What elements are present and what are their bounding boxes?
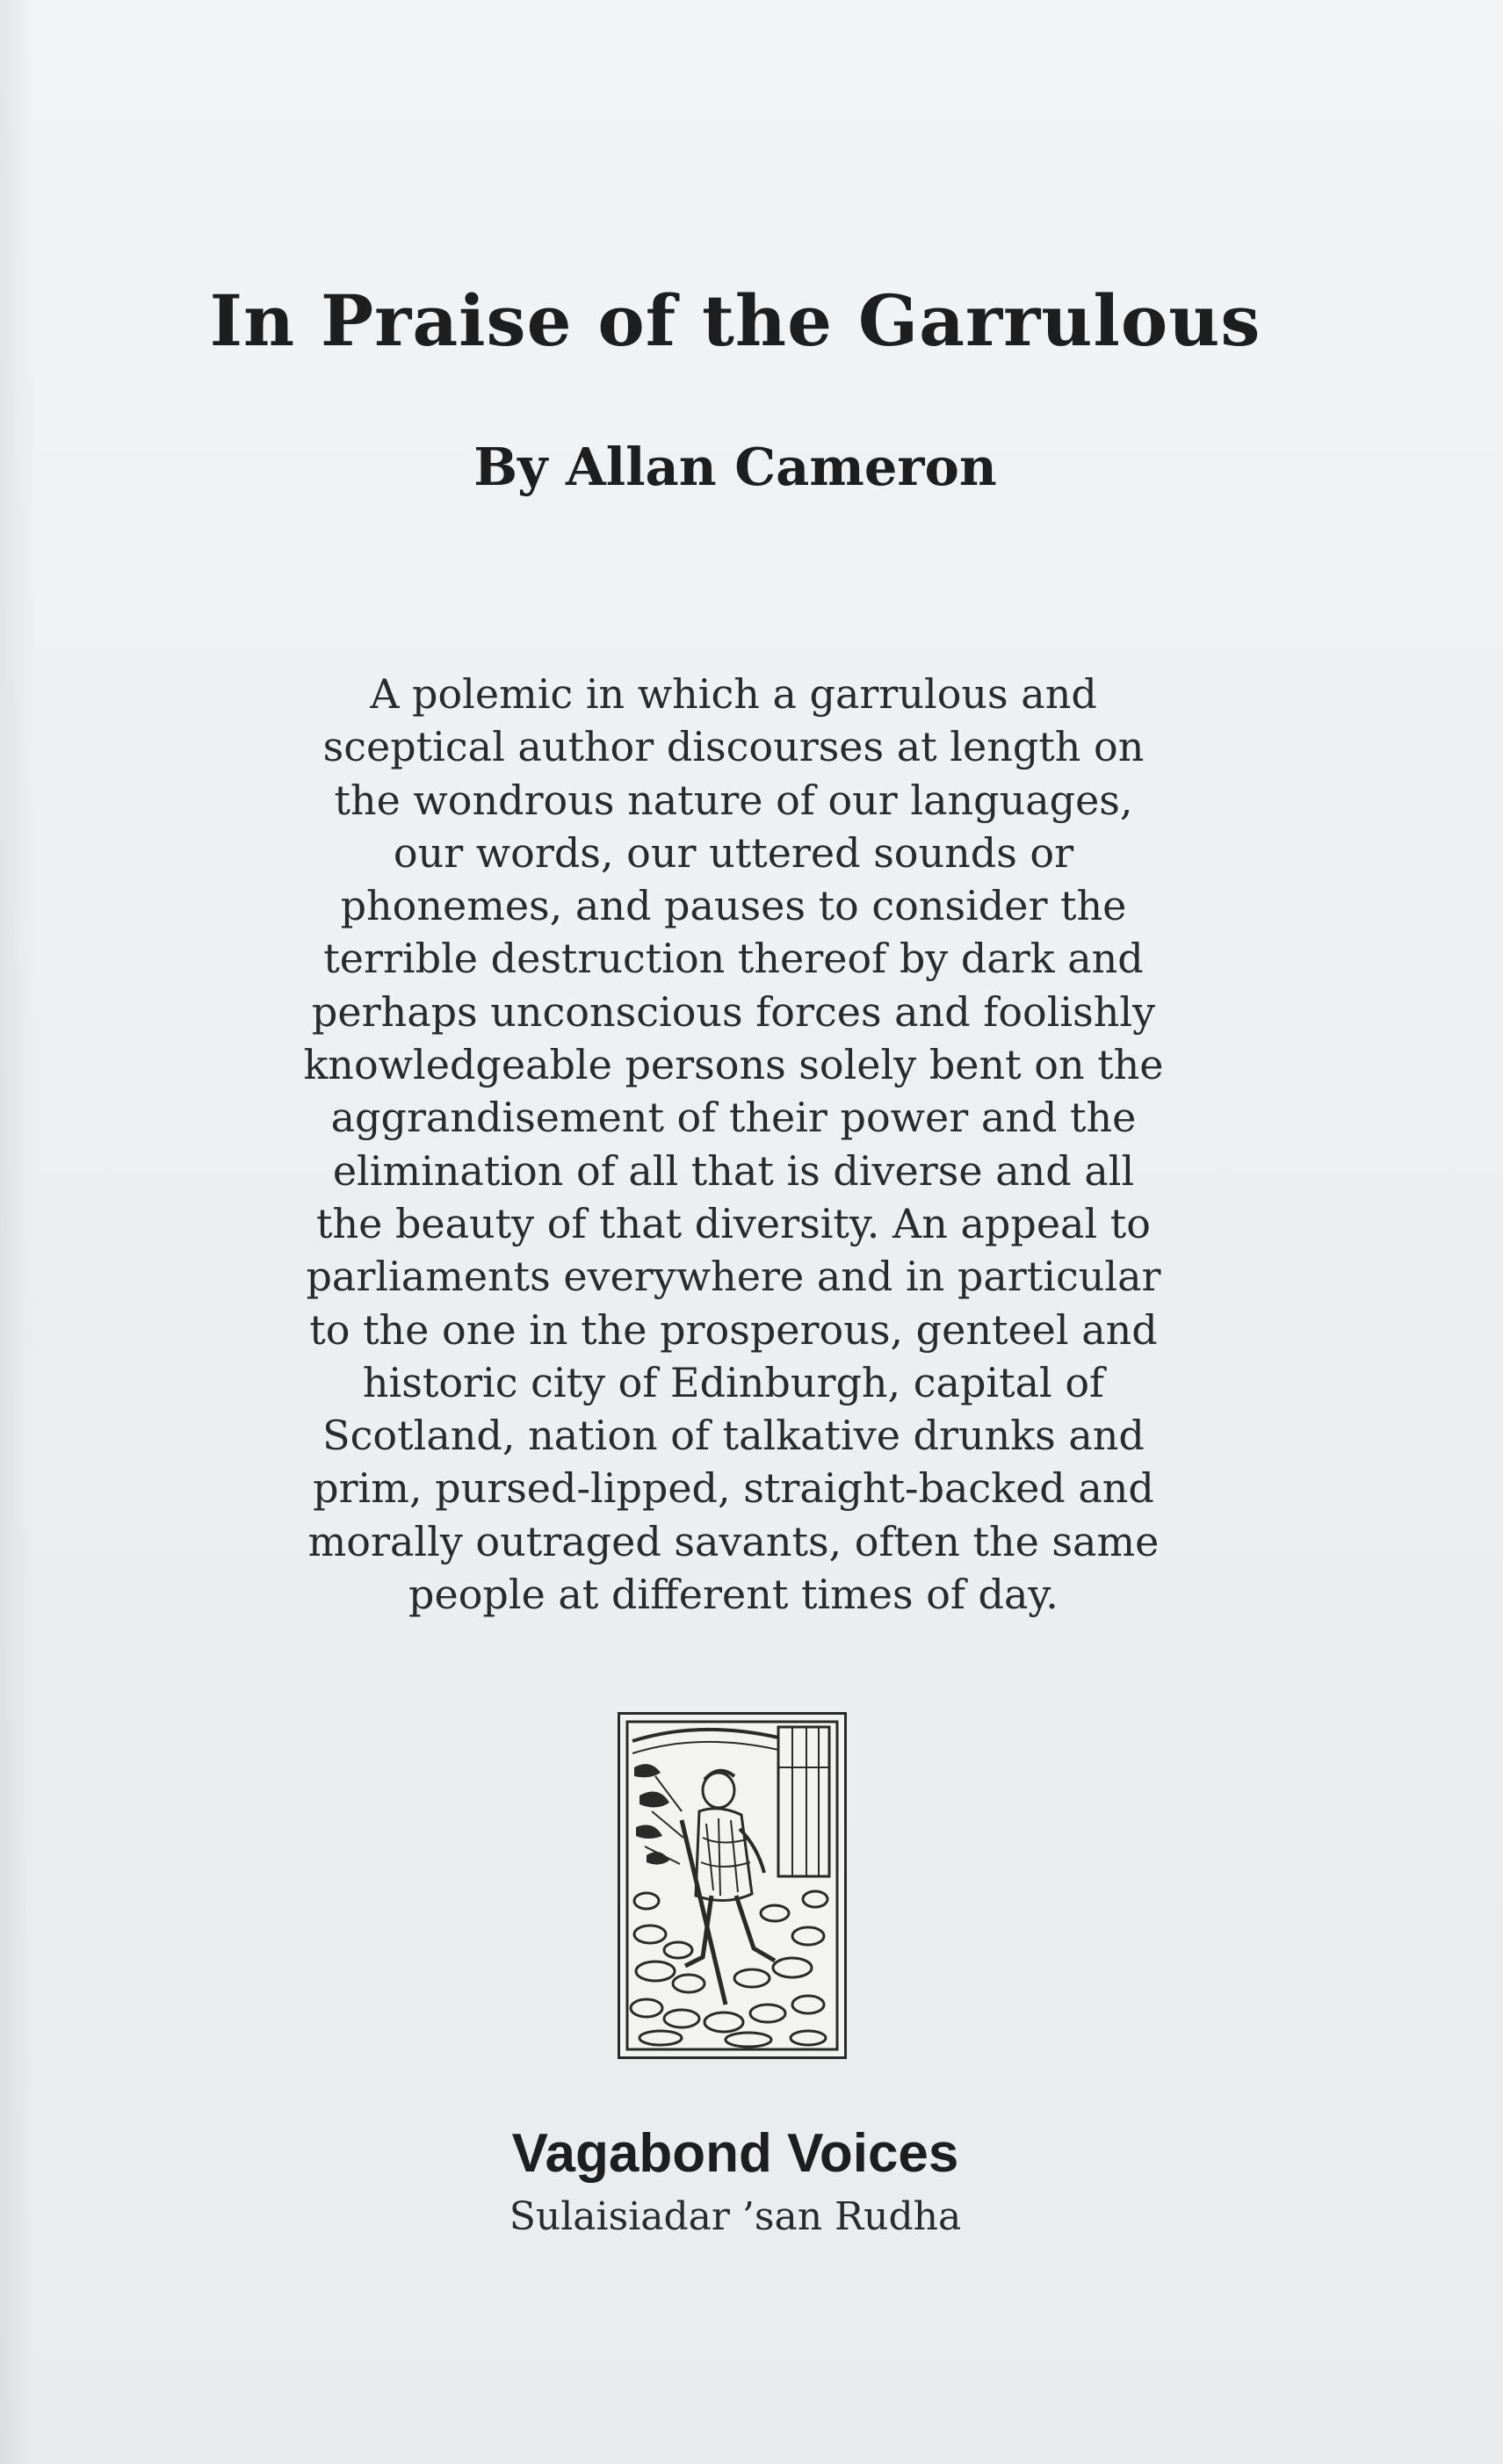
blurb-line: our words, our uttered sounds or — [393, 828, 1074, 877]
woodcut-wanderer-icon — [620, 1715, 844, 2056]
blurb-line: knowledgeable persons solely bent on the — [303, 1041, 1164, 1089]
blurb-line: the beauty of that diversity. An appeal to — [316, 1199, 1151, 1247]
publisher-logo — [618, 1712, 847, 2059]
author-byline: By Allan Cameron — [473, 437, 997, 497]
blurb-line: Scotland, nation of talkative drunks and — [322, 1412, 1145, 1460]
blurb-line: historic city of Edinburgh, capital of — [362, 1358, 1105, 1406]
blurb-line: the wondrous nature of our languages, — [334, 776, 1133, 824]
blurb-line: aggrandisement of their power and the — [330, 1094, 1137, 1142]
blurb-line: A polemic in which a garrulous and — [370, 670, 1097, 718]
blurb-line: elimination of all that is diverse and all — [332, 1146, 1135, 1195]
blurb-line: sceptical author discourses at length on — [322, 723, 1145, 771]
blurb-paragraph — [259, 668, 1208, 1621]
blurb-line: terrible destruction thereof by dark and — [323, 935, 1144, 983]
blurb-line: prim, pursed-lipped, straight-backed and — [313, 1464, 1154, 1513]
blurb-line: perhaps unconscious forces and foolishly — [311, 987, 1156, 1036]
blurb-line: to the one in the prosperous, genteel and — [309, 1305, 1158, 1354]
publisher-location: Sulaisiadar ’san Rudha — [509, 2194, 962, 2239]
blurb-line: phonemes, and pauses to consider the — [340, 882, 1127, 930]
book-title: In Praise of the Garrulous — [209, 279, 1261, 362]
blurb-line: people at different times of day. — [408, 1571, 1059, 1619]
publisher-name: Vagabond Voices — [511, 2123, 959, 2184]
blurb-line: morally outraged savants, often the same — [307, 1517, 1160, 1565]
blurb-line: parliaments everywhere and in particular — [306, 1253, 1161, 1301]
